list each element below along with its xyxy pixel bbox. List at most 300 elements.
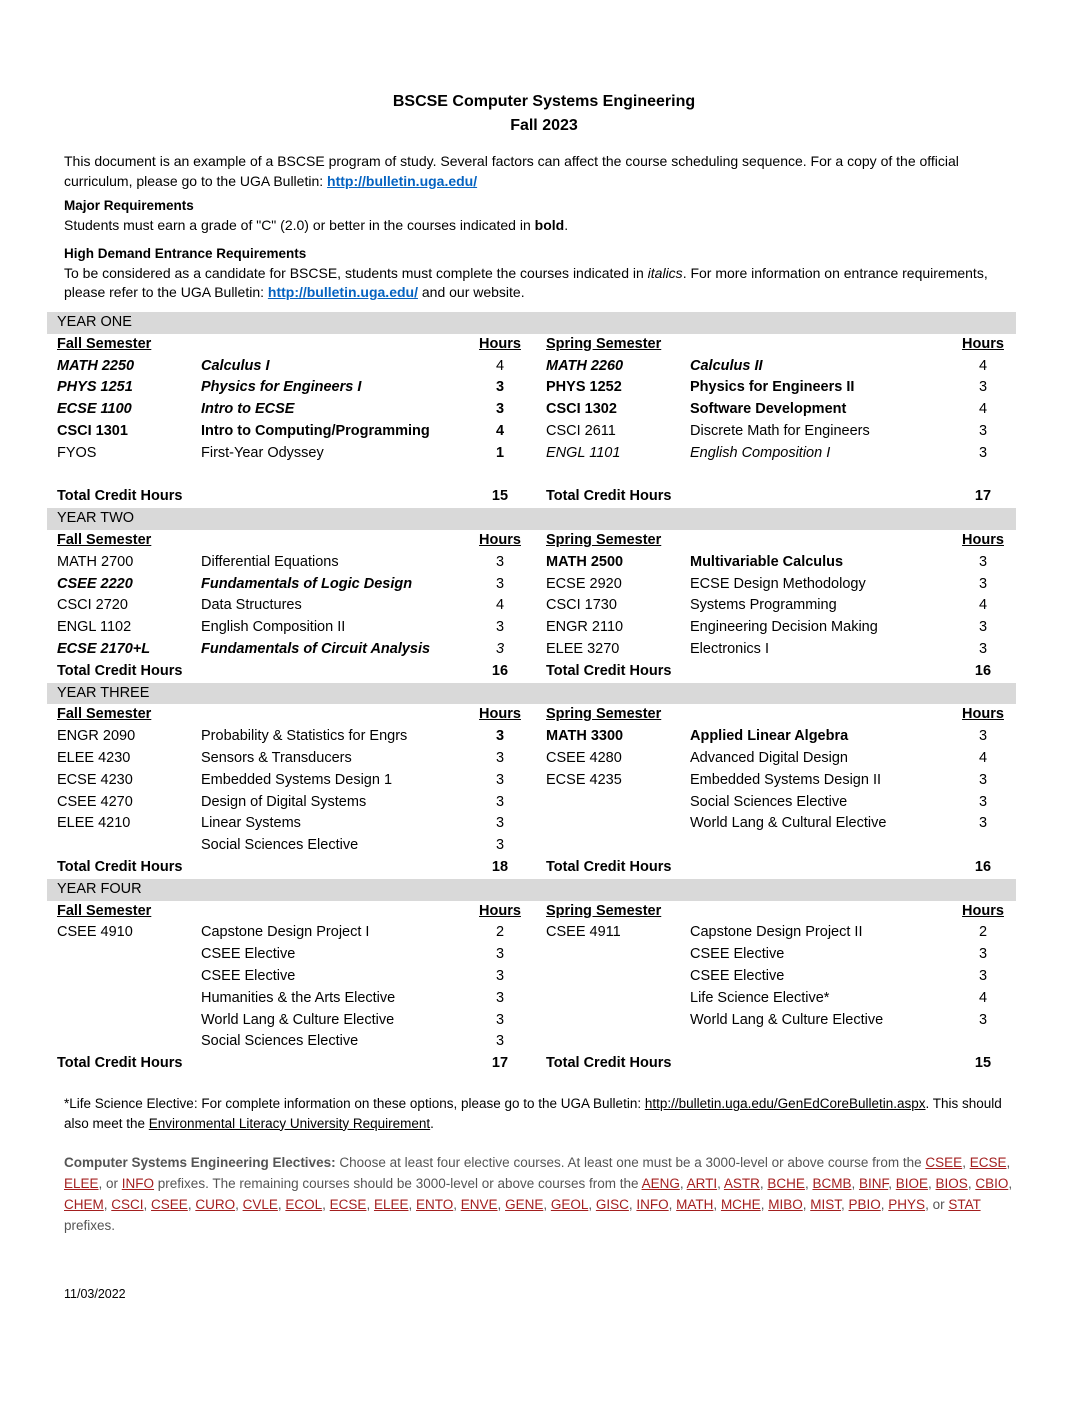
spacer [201,334,476,356]
fall-course-code: ELEE 4210 [57,815,131,832]
gen-ed-link[interactable]: http://bulletin.uga.edu/GenEdCoreBulletin.aspx [644,1096,926,1111]
spring-course-hours: 3 [978,422,988,439]
prefix-link-ecol[interactable]: ECOL [285,1197,323,1212]
fall-course-code: ENGR 2090 [57,728,136,745]
gap [524,574,546,596]
fall-course-code [57,1010,201,1032]
electives-text-2: prefixes. The remaining courses should be 3000-level or above courses from the [154,1176,642,1191]
total-row [47,857,1016,879]
electives-paragraph: Computer Systems Engineering Electives: Choose at least four elective courses. At least one must be a 3000-level or above course from the CSEE, ECSE, ELEE, or INFO prefixes. The remaining courses should be 3000-level or above courses from the AENG, ARTI, ASTR, BCHE, BCMB, BINF, BIOE, BIOS, CBIO, CHEM, CSCI, CSEE, CURO, CVLE, ECOL, ECSE, ELEE, ENTO, ENVE, GENE, GEOL, GISC, INFO, MATH, MCHE, MIBO, MIST, PBIO, PHYS, or STAT prefixes. [64,1155,1013,1233]
spring-course-code: MATH 2500 [546,553,624,570]
course-row [47,726,1016,748]
major-text-end: . [564,216,569,233]
pad [47,1010,57,1032]
spring-course-hours: 4 [978,749,988,766]
fall-course-code: MATH 2700 [57,553,134,570]
spring-course-hours [960,835,1006,857]
prefix-link-bioe[interactable]: BIOE [895,1176,929,1191]
spring-course-hours: 3 [978,793,988,810]
fall-course-code [57,835,201,857]
spring-total-label: Total Credit Hours [546,488,672,505]
spring-course-name: Electronics I [690,640,769,657]
spring-course-name: Social Sciences Elective [690,793,848,810]
fall-course-hours: 3 [495,837,505,854]
fall-course-name: Intro to Computing/Programming [201,422,430,439]
spacer [690,704,960,726]
prefix-link-chem[interactable]: CHEM [64,1197,104,1212]
fall-course-code: PHYS 1251 [57,379,133,396]
footnote-text-3: . [430,1115,434,1131]
fall-course-code [57,944,201,966]
course-row [47,574,1016,596]
spring-semester-heading: Spring Semester [546,706,662,723]
prefix-link-bcmb[interactable]: BCMB [812,1176,852,1191]
spring-semester-heading: Spring Semester [546,531,662,548]
course-row [47,443,1016,465]
spring-total-hours: 16 [974,858,992,875]
hd-text: To be considered as a candidate for BSCSE, students must complete the courses indicated in [64,264,648,281]
fall-total-label: Total Credit Hours [57,858,183,875]
spring-course-name: Multivariable Calculus [690,553,844,570]
spring-course-name: Systems Programming [690,597,837,614]
prefix-link-ecse[interactable]: ECSE [969,1155,1007,1170]
fall-course-hours: 3 [495,619,505,636]
fall-course-name: Physics for Engineers I [201,379,362,396]
environmental-literacy-link[interactable]: Environmental Literacy University Requirement [148,1115,431,1131]
fall-course-name: Social Sciences Elective [201,1033,359,1050]
pad [47,922,57,944]
bulletin-link[interactable]: http://bulletin.uga.edu/ [327,172,478,189]
course-row [47,552,1016,574]
pad [47,443,57,465]
fall-course-hours: 3 [495,640,505,657]
pad [47,661,57,683]
pad [47,835,57,857]
gap [524,552,546,574]
spring-course-code: CSEE 4280 [546,749,622,766]
pad [47,857,57,879]
spring-course-code [546,792,690,814]
fall-course-code: ECSE 1100 [57,401,132,418]
spring-course-hours: 3 [978,946,988,963]
prefix-link-ecse[interactable]: ECSE [329,1197,367,1212]
prefix-link-pbio[interactable]: PBIO [848,1197,881,1212]
spring-course-code: CSEE 4911 [546,924,621,941]
fall-course-name: Social Sciences Elective [201,837,359,854]
pad [47,966,57,988]
fall-total-label: Total Credit Hours [57,488,183,505]
fall-course-name: Calculus I [201,357,270,374]
spring-course-name [690,1031,960,1053]
spring-course-name: World Lang & Cultural Elective [690,815,887,832]
spring-hours-heading: Hours [962,706,1004,723]
hd-text-mid: . For more information on entrance requirements, please refer to the UGA Bulletin: [64,264,988,300]
spring-course-hours: 3 [978,728,988,745]
spring-course-name: CSEE Elective [690,946,785,963]
spring-course-name [690,835,960,857]
year-header [47,508,1016,530]
fall-total-label: Total Credit Hours [57,1055,183,1072]
total-row [47,486,1016,508]
high-demand-heading: High Demand Entrance Requirements [64,246,307,261]
pad [47,421,57,443]
prefix-link-csee[interactable]: CSEE [151,1197,188,1212]
spring-course-hours: 4 [978,401,988,418]
spring-course-hours: 3 [978,815,988,832]
gap [524,966,546,988]
spring-semester-heading: Spring Semester [546,902,662,919]
spring-total-label: Total Credit Hours [546,1055,672,1072]
fall-course-name: English Composition II [201,619,346,636]
fall-course-code: FYOS [57,444,97,461]
fall-course-name: Differential Equations [201,553,339,570]
prefix-link-csee[interactable]: CSEE [925,1155,963,1170]
spring-course-hours: 4 [978,357,988,374]
gap [524,421,546,443]
course-row [47,922,1016,944]
footnote-text-2: . This should also meet the [64,1096,1002,1131]
gap [524,356,546,378]
total-row [47,1053,1016,1075]
prefix-link-mist[interactable]: MIST [810,1197,841,1212]
fall-course-name: CSEE Elective [201,946,296,963]
fall-course-hours: 3 [495,1011,505,1028]
gap [524,443,546,465]
fall-course-name: First-Year Odyssey [201,444,324,461]
title-line-1: BSCSE Computer Systems Engineering [392,93,696,110]
course-row [47,835,1016,857]
pad [47,399,57,421]
gap [524,835,546,857]
course-row [47,1010,1016,1032]
year-header [47,683,1016,705]
spring-total-label: Total Credit Hours [546,858,672,875]
fall-course-hours: 3 [495,771,505,788]
fall-course-hours: 3 [495,1033,505,1050]
prefix-link-geol[interactable]: GEOL [550,1197,589,1212]
fall-hours-heading: Hours [479,335,521,352]
pad [47,552,57,574]
spring-course-name: ECSE Design Methodology [690,575,866,592]
gap [524,639,546,661]
fall-total-label: Total Credit Hours [57,662,183,679]
spring-course-hours: 3 [978,640,988,657]
spring-total-hours: 15 [974,1055,992,1072]
gap [524,486,546,508]
document-date: 11/03/2022 [64,1287,126,1301]
pad [47,595,57,617]
course-row [47,988,1016,1010]
prefix-link-elee[interactable]: ELEE [373,1197,409,1212]
prefix-link-phys[interactable]: PHYS [888,1197,926,1212]
pad [47,944,57,966]
spring-total-label: Total Credit Hours [546,662,672,679]
fall-course-hours: 3 [495,553,505,570]
prefix-link-aeng[interactable]: AENG [641,1176,680,1191]
course-row [47,748,1016,770]
pad [47,879,57,901]
fall-course-name: Humanities & the Arts Elective [201,989,396,1006]
prefix-link-enve[interactable]: ENVE [460,1197,498,1212]
fall-hours-heading: Hours [479,531,521,548]
gap [524,857,546,879]
prefix-link-bios[interactable]: BIOS [935,1176,968,1191]
spring-course-code: MATH 2260 [546,357,624,374]
pad [47,334,57,356]
gap [524,726,546,748]
semester-header-row [47,530,1016,552]
gap [524,1053,546,1075]
fall-course-hours: 4 [495,597,505,614]
spacer [690,901,960,923]
gap [524,988,546,1010]
gap [524,334,546,356]
spring-course-code [546,944,690,966]
year-header [47,312,1016,334]
prefix-link-info[interactable]: INFO [121,1176,155,1191]
fall-course-code: ECSE 4230 [57,771,133,788]
spring-course-hours: 3 [978,967,988,984]
pad [47,530,57,552]
spring-course-code: ECSE 4235 [546,771,622,788]
gap [524,944,546,966]
high-demand-requirements [64,244,1024,303]
prefix-link-info[interactable]: INFO [636,1197,669,1212]
prefix-link-cvle[interactable]: CVLE [242,1197,278,1212]
prefix-link-binf[interactable]: BINF [858,1176,889,1191]
spring-course-name: Applied Linear Algebra [690,728,849,745]
prefix-link-gisc[interactable]: GISC [595,1197,629,1212]
year-label: YEAR ONE [57,314,132,330]
fall-total-hours: 17 [491,1055,509,1072]
life-science-footnote [64,1094,1024,1133]
gap [524,617,546,639]
spring-course-name: Engineering Decision Making [690,619,878,636]
spring-course-name: Advanced Digital Design [690,749,848,766]
spring-hours-heading: Hours [962,531,1004,548]
fall-course-code: ENGL 1102 [57,619,132,636]
fall-course-hours: 1 [495,444,505,461]
spring-course-hours: 3 [978,553,988,570]
electives-text-3: prefixes. [64,1218,116,1233]
spacer [690,530,960,552]
pad [47,813,57,835]
spring-course-hours: 3 [978,379,988,396]
pad [47,574,57,596]
spring-course-code [546,988,690,1010]
fall-course-code: ELEE 4230 [57,749,131,766]
spring-course-code: PHYS 1252 [546,379,622,396]
gap [524,901,546,923]
pad [47,748,57,770]
spring-hours-heading: Hours [962,335,1004,352]
year-label: YEAR THREE [57,684,150,701]
gap [524,377,546,399]
spacer [201,704,476,726]
pad [47,988,57,1010]
prefix-link-astr[interactable]: ASTR [723,1176,760,1191]
course-row [47,617,1016,639]
fall-course-code [57,966,201,988]
fall-course-name: Intro to ECSE [201,401,295,418]
course-row [47,770,1016,792]
fall-semester-heading: Fall Semester [57,902,152,919]
spring-course-code [546,966,690,988]
spring-course-code: CSCI 2611 [546,422,616,439]
course-row [47,813,1016,835]
fall-course-hours: 3 [495,793,505,810]
footnote-text: *Life Science Elective: For complete information on these options, please go to the UGA Bulletin: [64,1096,645,1111]
intro-paragraph [64,152,1024,191]
spring-course-name: English Composition I [690,444,831,461]
fall-course-code: ECSE 2170+L [57,640,151,657]
prefix-link-math[interactable]: MATH [676,1197,714,1212]
gap [524,399,546,421]
course-row [47,399,1016,421]
fall-course-code: CSCI 1301 [57,422,128,439]
prefix-link-stat[interactable]: STAT [948,1197,981,1212]
spring-course-code: MATH 3300 [546,728,624,745]
pad [47,1053,57,1075]
pad [47,770,57,792]
spring-course-code: ECSE 2920 [546,575,622,592]
pad [47,1031,57,1053]
gap [524,770,546,792]
spring-course-hours: 3 [978,619,988,636]
spring-course-hours: 3 [978,444,988,461]
semester-header-row [47,901,1016,923]
fall-course-code: CSEE 2220 [57,575,133,592]
fall-course-hours: 3 [495,728,505,745]
gap [524,1031,546,1053]
hd-text-end: and our website. [417,284,525,300]
spacer [690,334,960,356]
prefix-link-mibo[interactable]: MIBO [768,1197,803,1212]
electives-text: Choose at least four elective courses. At least one must be a 3000-level or above course from the [335,1155,926,1170]
prefix-link-mche[interactable]: MCHE [720,1197,761,1212]
major-requirements [64,196,1024,235]
fall-course-hours: 3 [495,401,505,418]
electives-heading: Computer Systems Engineering Electives: [64,1155,336,1170]
prefix-link-ento[interactable]: ENTO [416,1197,454,1212]
semester-header-row [47,704,1016,726]
fall-course-hours: 3 [495,967,505,984]
spring-course-hours: 3 [978,1011,988,1028]
major-text: Students must earn a grade of "C" (2.0) or better in the courses indicated in [64,216,535,233]
prefix-link-elee[interactable]: ELEE [64,1176,99,1191]
prefix-link-arti[interactable]: ARTI [686,1176,718,1191]
pad [47,617,57,639]
pad [47,639,57,661]
spring-course-name: Discrete Math for Engineers [690,422,870,439]
fall-course-name: Data Structures [201,597,302,614]
fall-semester-heading: Fall Semester [57,531,152,548]
prefix-link-csci[interactable]: CSCI [111,1197,144,1212]
spacer [201,530,476,552]
spring-course-name: Software Development [690,401,847,418]
course-row [47,595,1016,617]
prefix-link-curo[interactable]: CURO [195,1197,236,1212]
fall-semester-heading: Fall Semester [57,706,152,723]
pad [47,508,57,530]
gap [524,661,546,683]
course-row [47,377,1016,399]
total-row [47,661,1016,683]
spring-course-code [546,1010,690,1032]
major-requirements-heading: Major Requirements [64,198,194,213]
course-row [47,421,1016,443]
fall-course-name: Fundamentals of Circuit Analysis [201,640,431,657]
spring-total-hours: 16 [974,662,992,679]
fall-course-hours: 3 [495,379,505,396]
spring-course-hours: 4 [978,989,988,1006]
spring-course-code: ENGL 1101 [546,444,621,461]
spring-course-name: Calculus II [690,357,763,374]
course-row [47,1031,1016,1053]
spring-course-hours: 4 [978,597,988,614]
fall-course-name: Capstone Design Project I [201,924,370,941]
fall-course-code: MATH 2250 [57,357,135,374]
spring-course-hours: 2 [978,924,988,941]
fall-course-code: CSEE 4270 [57,793,133,810]
spring-course-hours [960,1031,1006,1053]
pad [47,312,57,334]
prefix-link-gene[interactable]: GENE [505,1197,544,1212]
fall-course-name: CSEE Elective [201,967,296,984]
spring-course-code: CSCI 1730 [546,597,617,614]
pad [47,726,57,748]
fall-course-hours: 3 [495,575,505,592]
fall-course-hours: 4 [495,357,505,374]
fall-course-hours: 3 [495,946,505,963]
year-label: YEAR TWO [57,510,135,527]
fall-total-hours: 18 [491,858,509,875]
hd-text-italic: italics [647,264,683,281]
course-row [47,966,1016,988]
spring-course-code [546,813,690,835]
pad [47,901,57,923]
spacer [201,901,476,923]
spring-course-code [546,835,690,857]
fall-course-code: CSCI 2720 [57,597,128,614]
fall-semester-heading: Fall Semester [57,335,152,352]
fall-hours-heading: Hours [479,902,521,919]
spring-course-name: Physics for Engineers II [690,379,855,396]
pad [47,356,57,378]
document-title [0,90,1088,138]
gap [524,704,546,726]
pad [47,792,57,814]
fall-course-code: CSEE 4910 [57,924,133,941]
prefix-link-cbio[interactable]: CBIO [975,1176,1009,1191]
gap [524,595,546,617]
hd-bulletin-link[interactable]: http://bulletin.uga.edu/ [267,284,418,300]
spring-semester-heading: Spring Semester [546,335,662,352]
fall-course-hours: 3 [495,815,505,832]
fall-course-name: Linear Systems [201,815,301,832]
fall-course-code [57,1031,201,1053]
gap [524,530,546,552]
fall-course-name: World Lang & Culture Elective [201,1011,395,1028]
fall-total-hours: 16 [491,662,509,679]
spring-course-code [546,1031,690,1053]
fall-course-name: Sensors & Transducers [201,749,352,766]
prefix-link-bche[interactable]: BCHE [767,1176,805,1191]
fall-course-hours: 2 [495,924,505,941]
spring-course-hours: 3 [978,575,988,592]
spring-course-name: Life Science Elective* [690,989,830,1006]
fall-course-name: Design of Digital Systems [201,793,367,810]
